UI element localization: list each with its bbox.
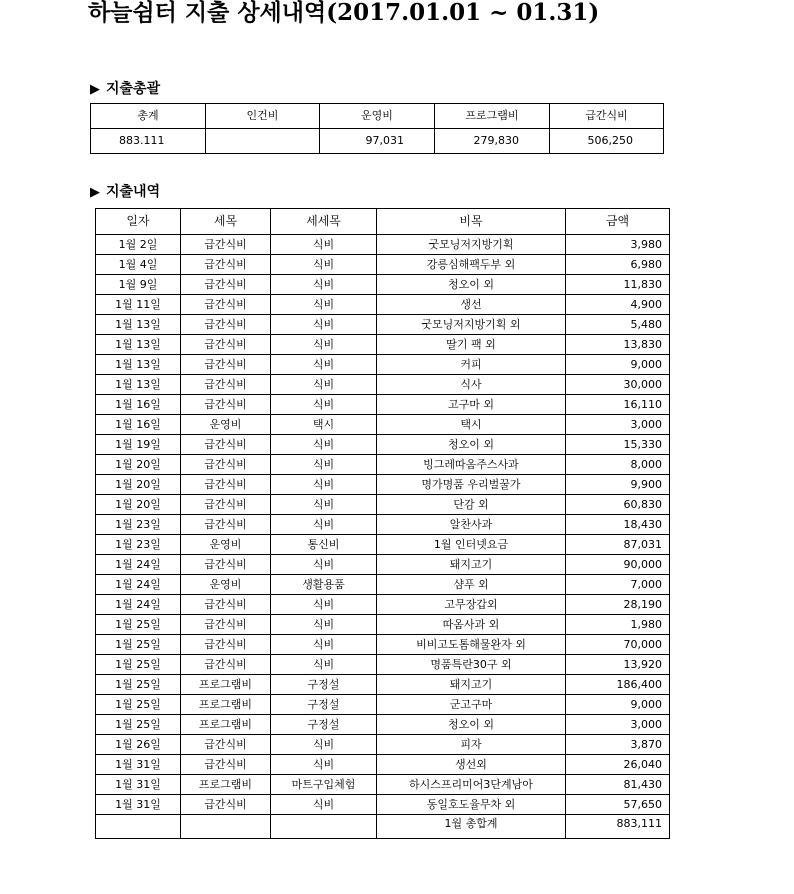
table-row bbox=[96, 275, 670, 295]
date-cell: 1월 31일 bbox=[96, 755, 181, 775]
amount-cell: 4,900 bbox=[566, 295, 670, 315]
date-cell: 1월 24일 bbox=[96, 555, 181, 575]
date-cell: 1월 20일 bbox=[96, 495, 181, 515]
category-cell: 급간식비 bbox=[181, 255, 271, 275]
amount-cell: 186,400 bbox=[566, 675, 670, 695]
summary-header-cell: 운영비 bbox=[320, 104, 435, 129]
table-row bbox=[96, 735, 670, 755]
amount-cell: 3,980 bbox=[566, 235, 670, 255]
table-row bbox=[96, 235, 670, 255]
summary-value-cell: 506,250 bbox=[550, 129, 664, 154]
date-cell: 1월 2일 bbox=[96, 235, 181, 255]
item-cell: 생선외 bbox=[377, 755, 566, 775]
table-row bbox=[96, 615, 670, 635]
table-row bbox=[96, 335, 670, 355]
date-cell: 1월 24일 bbox=[96, 595, 181, 615]
table-row bbox=[96, 535, 670, 555]
subcategory-cell: 식비 bbox=[271, 255, 377, 275]
category-cell: 급간식비 bbox=[181, 395, 271, 415]
item-cell: 따옴사과 외 bbox=[377, 615, 566, 635]
date-cell: 1월 13일 bbox=[96, 315, 181, 335]
amount-cell: 3,000 bbox=[566, 415, 670, 435]
category-cell: 급간식비 bbox=[181, 735, 271, 755]
summary-header-row bbox=[91, 104, 664, 129]
category-cell: 급간식비 bbox=[181, 315, 271, 335]
item-cell: 명품특란30구 외 bbox=[377, 655, 566, 675]
subcategory-cell: 식비 bbox=[271, 615, 377, 635]
amount-cell: 3,870 bbox=[566, 735, 670, 755]
subcategory-cell: 식비 bbox=[271, 755, 377, 775]
subcategory-cell: 구정설 bbox=[271, 675, 377, 695]
amount-cell: 60,830 bbox=[566, 495, 670, 515]
summary-table bbox=[90, 103, 664, 154]
table-row bbox=[96, 475, 670, 495]
category-cell: 급간식비 bbox=[181, 555, 271, 575]
subcategory-cell: 식비 bbox=[271, 355, 377, 375]
summary-section-label: 지출총괄 bbox=[106, 81, 161, 97]
category-cell: 급간식비 bbox=[181, 355, 271, 375]
table-row bbox=[96, 695, 670, 715]
table-row bbox=[96, 795, 670, 815]
item-cell: 청오이 외 bbox=[377, 275, 566, 295]
amount-cell: 13,830 bbox=[566, 335, 670, 355]
item-cell: 단감 외 bbox=[377, 495, 566, 515]
category-cell: 급간식비 bbox=[181, 375, 271, 395]
subcategory-cell: 식비 bbox=[271, 735, 377, 755]
table-row bbox=[96, 515, 670, 535]
item-cell: 알찬사과 bbox=[377, 515, 566, 535]
category-cell: 급간식비 bbox=[181, 295, 271, 315]
subcategory-cell: 식비 bbox=[271, 455, 377, 475]
category-cell: 운영비 bbox=[181, 575, 271, 595]
amount-cell: 9,900 bbox=[566, 475, 670, 495]
table-row bbox=[96, 715, 670, 735]
table-row bbox=[96, 755, 670, 775]
item-cell: 돼지고기 bbox=[377, 675, 566, 695]
amount-cell: 9,000 bbox=[566, 695, 670, 715]
item-cell: 동일호도율무차 외 bbox=[377, 795, 566, 815]
amount-cell: 70,000 bbox=[566, 635, 670, 655]
table-row bbox=[96, 435, 670, 455]
subcategory-cell: 구정설 bbox=[271, 715, 377, 735]
amount-cell: 8,000 bbox=[566, 455, 670, 475]
item-cell: 식사 bbox=[377, 375, 566, 395]
detail-header-cell: 세세목 bbox=[271, 209, 377, 235]
date-cell: 1월 24일 bbox=[96, 575, 181, 595]
category-cell: 운영비 bbox=[181, 535, 271, 555]
item-cell: 굿모닝저지방기획 bbox=[377, 235, 566, 255]
category-cell: 프로그램비 bbox=[181, 695, 271, 715]
table-row bbox=[96, 675, 670, 695]
item-cell: 돼지고기 bbox=[377, 555, 566, 575]
table-row bbox=[96, 775, 670, 795]
amount-cell: 18,430 bbox=[566, 515, 670, 535]
amount-cell: 3,000 bbox=[566, 715, 670, 735]
category-cell: 급간식비 bbox=[181, 515, 271, 535]
subcategory-cell: 식비 bbox=[271, 655, 377, 675]
table-row bbox=[96, 295, 670, 315]
subcategory-cell: 식비 bbox=[271, 635, 377, 655]
date-cell: 1월 9일 bbox=[96, 275, 181, 295]
amount-cell: 6,980 bbox=[566, 255, 670, 275]
summary-header-cell: 인건비 bbox=[206, 104, 320, 129]
item-cell: 고구마 외 bbox=[377, 395, 566, 415]
amount-cell: 9,000 bbox=[566, 355, 670, 375]
subcategory-cell: 식비 bbox=[271, 475, 377, 495]
category-cell: 프로그램비 bbox=[181, 715, 271, 735]
category-cell: 급간식비 bbox=[181, 635, 271, 655]
total-empty-cell bbox=[181, 815, 271, 839]
subcategory-cell: 식비 bbox=[271, 595, 377, 615]
amount-cell: 16,110 bbox=[566, 395, 670, 415]
item-cell: 피자 bbox=[377, 735, 566, 755]
table-row bbox=[96, 455, 670, 475]
summary-value-cell: 97,031 bbox=[320, 129, 435, 154]
table-row bbox=[96, 555, 670, 575]
triangle-bullet-icon: ▶ bbox=[90, 82, 100, 97]
item-cell: 택시 bbox=[377, 415, 566, 435]
amount-cell: 11,830 bbox=[566, 275, 670, 295]
subcategory-cell: 식비 bbox=[271, 795, 377, 815]
item-cell: 고무장갑외 bbox=[377, 595, 566, 615]
amount-cell: 13,920 bbox=[566, 655, 670, 675]
date-cell: 1월 25일 bbox=[96, 715, 181, 735]
category-cell: 급간식비 bbox=[181, 615, 271, 635]
item-cell: 굿모닝저지방기획 외 bbox=[377, 315, 566, 335]
subcategory-cell: 식비 bbox=[271, 515, 377, 535]
category-cell: 급간식비 bbox=[181, 335, 271, 355]
category-cell: 급간식비 bbox=[181, 755, 271, 775]
amount-cell: 81,430 bbox=[566, 775, 670, 795]
amount-cell: 57,650 bbox=[566, 795, 670, 815]
detail-section-heading bbox=[90, 184, 160, 201]
summary-value-cell: 279,830 bbox=[435, 129, 550, 154]
total-amount-cell: 883,111 bbox=[566, 815, 670, 839]
date-cell: 1월 23일 bbox=[96, 515, 181, 535]
table-row bbox=[96, 255, 670, 275]
table-row bbox=[96, 655, 670, 675]
subcategory-cell: 통신비 bbox=[271, 535, 377, 555]
subcategory-cell: 식비 bbox=[271, 375, 377, 395]
category-cell: 급간식비 bbox=[181, 455, 271, 475]
date-cell: 1월 25일 bbox=[96, 615, 181, 635]
detail-table bbox=[95, 208, 670, 839]
table-row bbox=[96, 395, 670, 415]
table-row bbox=[96, 415, 670, 435]
item-cell: 하시스프리미어3단계남아 bbox=[377, 775, 566, 795]
item-cell: 비비고도톰해물완자 외 bbox=[377, 635, 566, 655]
summary-header-cell: 급간식비 bbox=[550, 104, 664, 129]
date-cell: 1월 20일 bbox=[96, 475, 181, 495]
table-row bbox=[96, 355, 670, 375]
item-cell: 청오이 외 bbox=[377, 715, 566, 735]
subcategory-cell: 식비 bbox=[271, 435, 377, 455]
subcategory-cell: 식비 bbox=[271, 555, 377, 575]
amount-cell: 5,480 bbox=[566, 315, 670, 335]
page-title: 하늘쉼터 지출 상세내역(2017.01.01 ~ 01.31) bbox=[88, 0, 600, 26]
amount-cell: 90,000 bbox=[566, 555, 670, 575]
item-cell: 딸기 팩 외 bbox=[377, 335, 566, 355]
amount-cell: 28,190 bbox=[566, 595, 670, 615]
date-cell: 1월 25일 bbox=[96, 655, 181, 675]
date-cell: 1월 13일 bbox=[96, 375, 181, 395]
category-cell: 프로그램비 bbox=[181, 775, 271, 795]
table-row bbox=[96, 575, 670, 595]
subcategory-cell: 식비 bbox=[271, 335, 377, 355]
subcategory-cell: 택시 bbox=[271, 415, 377, 435]
amount-cell: 26,040 bbox=[566, 755, 670, 775]
item-cell: 커피 bbox=[377, 355, 566, 375]
item-cell: 샴푸 외 bbox=[377, 575, 566, 595]
date-cell: 1월 19일 bbox=[96, 435, 181, 455]
total-empty-cell bbox=[96, 815, 181, 839]
category-cell: 프로그램비 bbox=[181, 675, 271, 695]
summary-value-cell bbox=[206, 129, 320, 154]
date-cell: 1월 11일 bbox=[96, 295, 181, 315]
triangle-bullet-icon: ▶ bbox=[90, 185, 100, 200]
table-row bbox=[96, 635, 670, 655]
category-cell: 급간식비 bbox=[181, 275, 271, 295]
category-cell: 급간식비 bbox=[181, 795, 271, 815]
item-cell: 1월 인터넷요금 bbox=[377, 535, 566, 555]
amount-cell: 7,000 bbox=[566, 575, 670, 595]
date-cell: 1월 16일 bbox=[96, 395, 181, 415]
subcategory-cell: 마트구입체험 bbox=[271, 775, 377, 795]
total-empty-cell bbox=[271, 815, 377, 839]
category-cell: 급간식비 bbox=[181, 495, 271, 515]
category-cell: 급간식비 bbox=[181, 655, 271, 675]
date-cell: 1월 25일 bbox=[96, 635, 181, 655]
date-cell: 1월 31일 bbox=[96, 775, 181, 795]
subcategory-cell: 식비 bbox=[271, 395, 377, 415]
category-cell: 급간식비 bbox=[181, 435, 271, 455]
detail-section-label: 지출내역 bbox=[106, 184, 161, 200]
summary-value-cell: 883.111 bbox=[91, 129, 206, 154]
subcategory-cell: 구정설 bbox=[271, 695, 377, 715]
summary-header-cell: 프로그램비 bbox=[435, 104, 550, 129]
total-label-cell: 1월 총합계 bbox=[377, 815, 566, 839]
item-cell: 명가명품 우리벌꿀가 bbox=[377, 475, 566, 495]
date-cell: 1월 13일 bbox=[96, 355, 181, 375]
item-cell: 청오이 외 bbox=[377, 435, 566, 455]
item-cell: 빙그레따옴주스사과 bbox=[377, 455, 566, 475]
summary-value-row bbox=[91, 129, 664, 154]
table-row bbox=[96, 315, 670, 335]
subcategory-cell: 생활용품 bbox=[271, 575, 377, 595]
date-cell: 1월 13일 bbox=[96, 335, 181, 355]
date-cell: 1월 16일 bbox=[96, 415, 181, 435]
date-cell: 1월 26일 bbox=[96, 735, 181, 755]
date-cell: 1월 20일 bbox=[96, 455, 181, 475]
summary-header-cell: 총계 bbox=[91, 104, 206, 129]
detail-header-row bbox=[96, 209, 670, 235]
subcategory-cell: 식비 bbox=[271, 495, 377, 515]
table-row bbox=[96, 595, 670, 615]
category-cell: 급간식비 bbox=[181, 475, 271, 495]
category-cell: 급간식비 bbox=[181, 235, 271, 255]
category-cell: 운영비 bbox=[181, 415, 271, 435]
subcategory-cell: 식비 bbox=[271, 275, 377, 295]
item-cell: 군고구마 bbox=[377, 695, 566, 715]
amount-cell: 1,980 bbox=[566, 615, 670, 635]
detail-header-cell: 비목 bbox=[377, 209, 566, 235]
item-cell: 강릉심해팩두부 외 bbox=[377, 255, 566, 275]
date-cell: 1월 31일 bbox=[96, 795, 181, 815]
subcategory-cell: 식비 bbox=[271, 315, 377, 335]
date-cell: 1월 23일 bbox=[96, 535, 181, 555]
detail-header-cell: 금액 bbox=[566, 209, 670, 235]
date-cell: 1월 25일 bbox=[96, 695, 181, 715]
subcategory-cell: 식비 bbox=[271, 295, 377, 315]
detail-header-cell: 일자 bbox=[96, 209, 181, 235]
subcategory-cell: 식비 bbox=[271, 235, 377, 255]
category-cell: 급간식비 bbox=[181, 595, 271, 615]
amount-cell: 87,031 bbox=[566, 535, 670, 555]
total-row bbox=[96, 815, 670, 839]
amount-cell: 30,000 bbox=[566, 375, 670, 395]
item-cell: 생선 bbox=[377, 295, 566, 315]
date-cell: 1월 4일 bbox=[96, 255, 181, 275]
table-row bbox=[96, 495, 670, 515]
detail-header-cell: 세목 bbox=[181, 209, 271, 235]
date-cell: 1월 25일 bbox=[96, 675, 181, 695]
table-row bbox=[96, 375, 670, 395]
summary-section-heading bbox=[90, 81, 160, 98]
amount-cell: 15,330 bbox=[566, 435, 670, 455]
